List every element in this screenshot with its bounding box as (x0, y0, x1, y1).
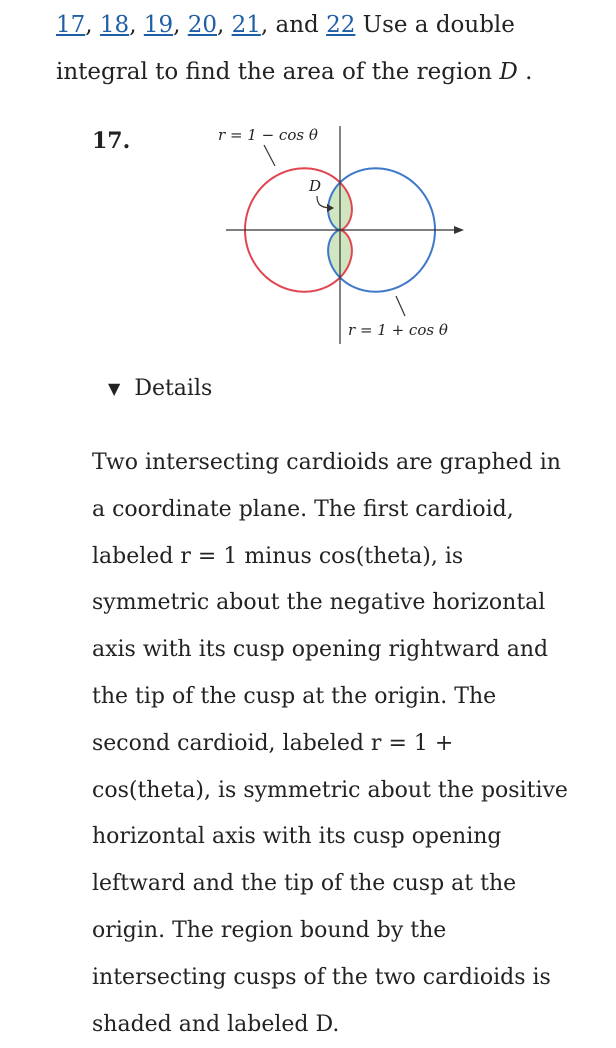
x-axis-arrow-icon (454, 226, 464, 234)
details-toggle-label: Details (134, 376, 213, 401)
region-label: D (309, 177, 322, 195)
figure-description: Two intersecting cardioids are graphed in a coordinate plane. The first cardioid, labeled r = 1 minus cos(theta), is symmetric about the negative horizontal axis with its cusp opening rightward and the tip of the cusp at the origin. The second cardioid, labeled r = 1 + cos(theta), is symmetric about the positive horizontal axis with its cusp opening leftward and the tip of the cusp at the origin. The region bound by the intersecting cusps of the two cardioids is shaded and labeled D. (92, 450, 568, 1037)
right-curve-label: r = 1 + cos θ (348, 321, 448, 339)
problem-number: 17. (92, 128, 131, 154)
cardioid-figure (200, 116, 490, 356)
exercise-link-17[interactable]: 17 (56, 12, 86, 38)
left-label-pointer (264, 145, 275, 166)
exercise-link-22[interactable]: 22 (326, 12, 356, 38)
problem-intro: 17, 18, 19, 20, 21, and 22 Use a double integral to find the area of the region D . (56, 12, 533, 85)
region-variable: D (499, 59, 518, 85)
intro-text: Use a double integral to find the area of the region (56, 12, 515, 85)
right-label-pointer (396, 296, 405, 316)
details-toggle[interactable] (108, 376, 212, 401)
exercise-link-20[interactable]: 20 (187, 12, 217, 38)
exercise-link-18[interactable]: 18 (99, 12, 130, 38)
caret-down-icon: ▼ (108, 379, 121, 398)
exercise-link-21[interactable]: 21 (231, 12, 261, 38)
exercise-link-19[interactable]: 19 (143, 12, 174, 38)
left-curve-label: r = 1 − cos θ (218, 126, 318, 144)
